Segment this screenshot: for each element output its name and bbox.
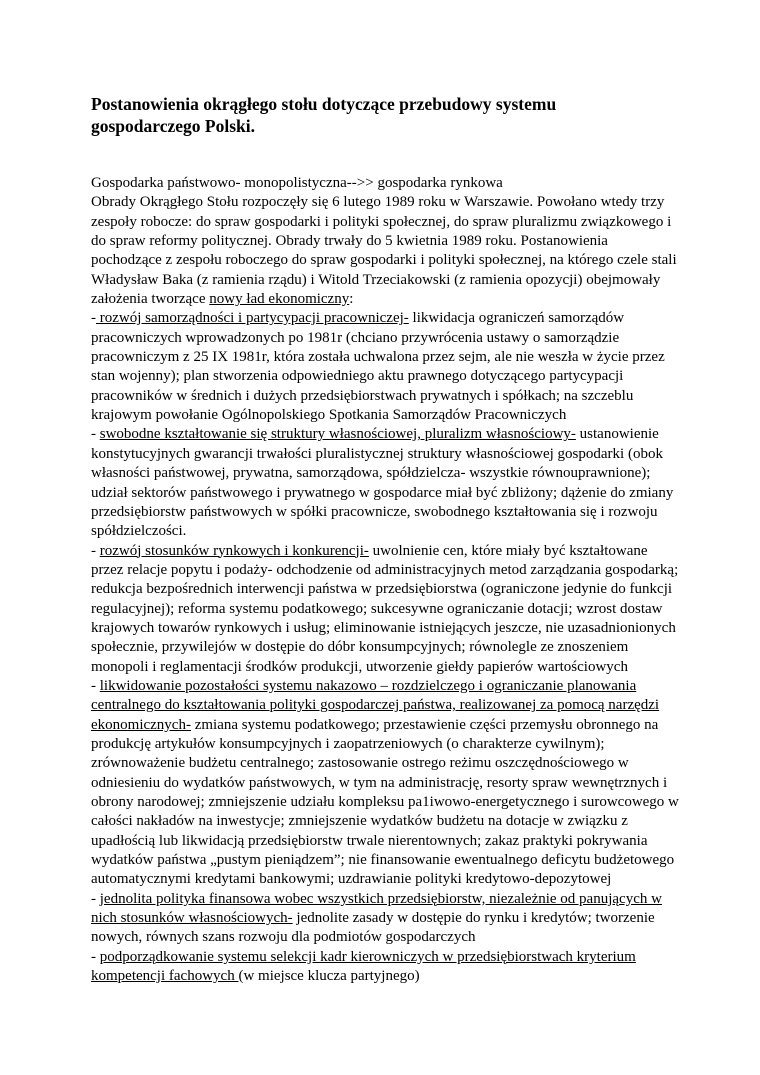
point-heading: rozwój stosunków rynkowych i konkurencji- xyxy=(99,542,369,559)
point-text: uwolnienie cen, które miały być kształtowane przez relacje popytu i podaży- odchodzenie od administracyjnych metod zarządzania gospodarką; redukcja bezpośrednich interwencji państwa w przedsiębiorstwa (ograniczone jedynie do funkcji regulacyjnej); reforma systemu podatkowego; sukcesywne ograniczanie dotacji; wzrost dostaw krajowych towarów rynkowych i usług; eliminowanie istniejących jeszcze, nie uzasadnionionych społecznie, przywilejów w dostępie do dóbr konsumpcyjnych; równolegle ze znoszeniem monopoli i reglamentacji środków produkcji, utworzenie giełdy papierów wartościowych xyxy=(91,542,679,675)
point-text: ustanowienie konstytucyjnych gwarancji trwałości pluralistycznej struktury własnościowej gospodarki (obok własności państwowej, prywatna, samorządowa, spółdzielcza- wszystkie równouprawnione); udział sektorów państwowego i prywatnego w gospodarce miał być zbliżony; dążenie do zmiany przedsiębiorstw państwowych w spółki pracownicze, swobodnego kształtowania się i rozwoju spółdzielczości. xyxy=(91,426,674,540)
point-text: jednolite zasady w dostępie do rynku i kredytów; tworzenie nowych, równych szans rozwoju dla podmiotów gospodarczych xyxy=(91,910,655,946)
document-title: Postanowienia okrągłego stołu dotyczące przebudowy systemu gospodarczego Polski. xyxy=(91,94,557,136)
point-5 xyxy=(91,890,681,948)
intro-text: Obrady Okrągłego Stołu rozpoczęły się 6 lutego 1989 roku w Warszawie. Powołano wtedy trzy zespoły robocze: do spraw gospodarki i polityki społecznej, do spraw pluralizmu związkowego i do spraw reformy politycznej. Obrady trwały do 5 kwietnia 1989 roku. Postanowienia pochodzące z zespołu roboczego do spraw gospodarki i polityki społecznej, na którego czele stali Władysław Baka (z ramienia rządu) i Witold Trzeciakowski (z ramienia opozycji) obejmowały założenia tworzące xyxy=(91,194,677,308)
document-page xyxy=(91,93,681,986)
point-text: likwidacja ograniczeń samorządów pracowniczych wprowadzonych po 1981r (chciano przywrócenia ustawy o samorządzie pracowniczym z 25 IX 1981r, która została uchwalona przez sejm, ale nie weszła w życie przez stan wojenny); plan stworzenia odpowiedniego aktu prawnego dotyczącego partycypacji pracowników w średnich i dużych przedsiębiorstwach prywatnych i spółkach; na szczeblu krajowym powołanie Ogólnopolskiego Spotkania Samorządów Pracowniczych xyxy=(91,310,665,424)
point-text: (w miejsce klucza partyjnego) xyxy=(238,968,420,985)
point-1 xyxy=(91,309,681,425)
point-heading: likwidowanie pozostałości systemu nakazowo – rozdzielczego i ograniczanie planowania centralnego do kształtowania polityki gospodarczej państwa, realizowanej za pomocą narzędzi ekonomicznych- xyxy=(91,677,660,733)
intro-underlined-term: nowy ład ekonomiczny xyxy=(209,291,350,308)
intro-paragraph xyxy=(91,193,681,309)
intro-line: Gospodarka państwowo- monopolistyczna-->> gospodarka rynkowa xyxy=(91,175,503,191)
point-prefix: - xyxy=(91,426,100,443)
point-text: zmiana systemu podatkowego; przestawienie części przemysłu obronnego na produkcję artykułów konsumpcyjnych i zaopatrzeniowych (o charakterze cywilnym); zrównoważenie budżetu centralnego; zastosowanie ostrego reżimu oszczędnościowego w odniesieniu do wydatków państwowych, w tym na administrację, resorty spraw wewnętrznych i obrony narodowej; zmniejszenie udziału kompleksu pa1iwowo-energetycznego i surowcowego w całości nakładów na inwestycje; zmniejszenie wydatków budżetu na dotacje w związku z upadłością lub likwidacją przedsiębiorstw trwale nierentownych; zakaz praktyki pokrywania wydatków państwa „pustym pieniądzem”; nie finansowanie ewentualnego deficytu budżetowego automatycznymi kredytami bankowymi; uzdrawianie polityki kredytowo-depozytowej xyxy=(91,716,679,888)
point-prefix: - xyxy=(91,890,100,907)
point-prefix: - xyxy=(91,310,96,327)
point-heading: jednolita polityka finansowa wobec wszystkich przedsiębiorstw, niezależnie od panujących w nich stosunków własnościowych- xyxy=(91,890,662,927)
document-body xyxy=(91,174,681,986)
point-heading: rozwój samorządności i partycypacji pracowniczej- xyxy=(96,310,409,327)
intro-colon: : xyxy=(349,291,354,308)
point-heading: swobodne kształtowanie się struktury własnościowej, pluralizm własnościowy- xyxy=(99,426,576,443)
point-6 xyxy=(91,948,681,987)
point-prefix: - xyxy=(91,948,100,965)
point-prefix: - xyxy=(91,542,100,559)
point-3 xyxy=(91,542,681,677)
point-prefix: - xyxy=(91,677,100,694)
point-2 xyxy=(91,425,681,541)
point-4 xyxy=(91,677,681,890)
point-heading: podporządkowanie systemu selekcji kadr kierowniczych w przedsiębiorstwach kryterium kompetencji fachowych xyxy=(91,948,636,985)
